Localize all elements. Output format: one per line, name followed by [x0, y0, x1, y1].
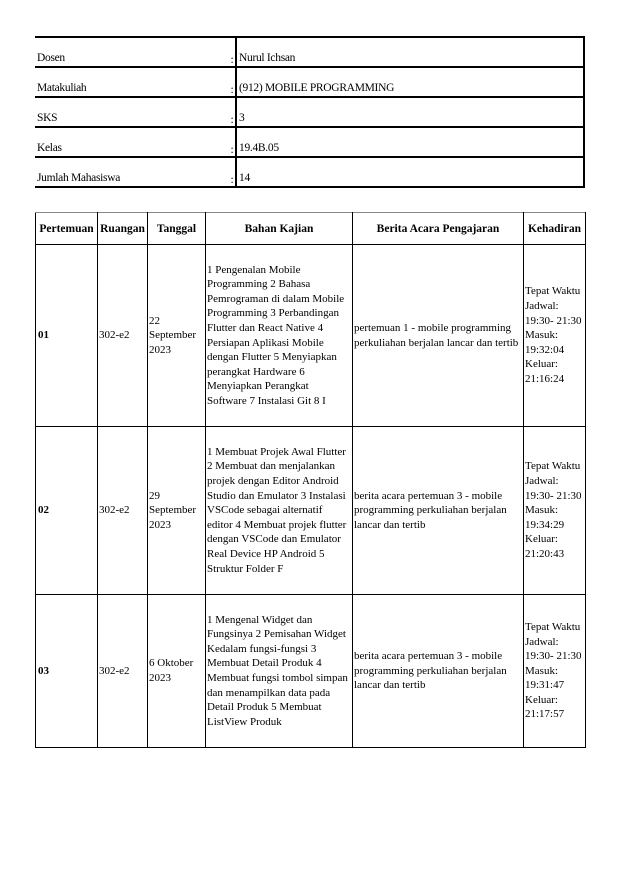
info-separator: : [229, 37, 236, 67]
header-kehadiran: Kehadiran [524, 213, 586, 245]
cell-bahan-kajian: 1 Pengenalan Mobile Programming 2 Bahasa Pemrograman di dalam Mobile Programming 3 Perbandingan Flutter dan React Native 4 Persiapan Aplikasi Mobile dengan Flutter 5 Menyiapkan perangkat Hardware 6 Menyiapkan Perangkat Software 7 Instalasi Git 8 I [206, 245, 353, 427]
table-row [36, 595, 586, 748]
table-header-row [36, 213, 586, 245]
header-tanggal: Tanggal [148, 213, 206, 245]
info-separator: : [229, 97, 236, 127]
cell-berita-acara: pertemuan 1 - mobile programming perkuliahan berjalan lancar dan tertib [353, 245, 524, 427]
cell-tanggal: 22 September 2023 [148, 245, 206, 427]
cell-pertemuan: 02 [36, 427, 98, 595]
info-row-jumlah-mahasiswa [35, 157, 584, 187]
cell-ruangan: 302-e2 [98, 595, 148, 748]
cell-berita-acara: berita acara pertemuan 3 - mobile programming perkuliahan berjalan lancar dan tertib [353, 595, 524, 748]
cell-pertemuan: 01 [36, 245, 98, 427]
meeting-table-container [35, 212, 585, 748]
info-value: 3 [236, 97, 584, 127]
info-label: Jumlah Mahasiswa [37, 172, 121, 184]
cell-kehadiran: Tepat Waktu Jadwal: 19:30- 21:30 Masuk: 19:32:04 Keluar: 21:16:24 [524, 245, 586, 427]
info-label: Matakuliah [37, 82, 87, 94]
info-separator: : [229, 67, 236, 97]
info-value: 19.4B.05 [236, 127, 584, 157]
cell-tanggal: 29 September 2023 [148, 427, 206, 595]
info-row-sks [35, 97, 584, 127]
meeting-table [35, 212, 586, 748]
cell-bahan-kajian: 1 Mengenal Widget dan Fungsinya 2 Pemisahan Widget Kedalam fungsi-fungsi 3 Membuat Detail Produk 4 Membuat fungsi tombol simpan dan menampilkan data pada Detail Produk 5 Membuat ListView Produk [206, 595, 353, 748]
cell-pertemuan: 03 [36, 595, 98, 748]
course-info-table [35, 36, 585, 188]
table-row [36, 245, 586, 427]
header-berita-acara: Berita Acara Pengajaran [353, 213, 524, 245]
info-label: SKS [37, 112, 58, 124]
info-row-dosen [35, 37, 584, 67]
header-bahan-kajian: Bahan Kajian [206, 213, 353, 245]
table-row [36, 427, 586, 595]
cell-ruangan: 302-e2 [98, 245, 148, 427]
info-separator: : [229, 157, 236, 187]
info-row-matakuliah [35, 67, 584, 97]
info-label: Kelas [37, 142, 62, 154]
info-value: (912) MOBILE PROGRAMMING [236, 67, 584, 97]
cell-bahan-kajian: 1 Membuat Projek Awal Flutter 2 Membuat dan menjalankan projek dengan Editor Android Studio dan Emulator 3 Instalasi VSCode sebagai alternatif editor 4 Membuat projek flutter dengan VSCode dan Emulator Real Device HP Android 5 Struktur Folder F [206, 427, 353, 595]
info-label: Dosen [37, 52, 65, 64]
info-separator: : [229, 127, 236, 157]
cell-berita-acara: berita acara pertemuan 3 - mobile programming perkuliahan berjalan lancar dan tertib [353, 427, 524, 595]
info-row-kelas [35, 127, 584, 157]
header-ruangan: Ruangan [98, 213, 148, 245]
cell-tanggal: 6 Oktober 2023 [148, 595, 206, 748]
cell-ruangan: 302-e2 [98, 427, 148, 595]
info-value: Nurul Ichsan [236, 37, 584, 67]
cell-kehadiran: Tepat Waktu Jadwal: 19:30- 21:30 Masuk: 19:31:47 Keluar: 21:17:57 [524, 595, 586, 748]
cell-kehadiran: Tepat Waktu Jadwal: 19:30- 21:30 Masuk: 19:34:29 Keluar: 21:20:43 [524, 427, 586, 595]
header-pertemuan: Pertemuan [36, 213, 98, 245]
info-value: 14 [236, 157, 584, 187]
